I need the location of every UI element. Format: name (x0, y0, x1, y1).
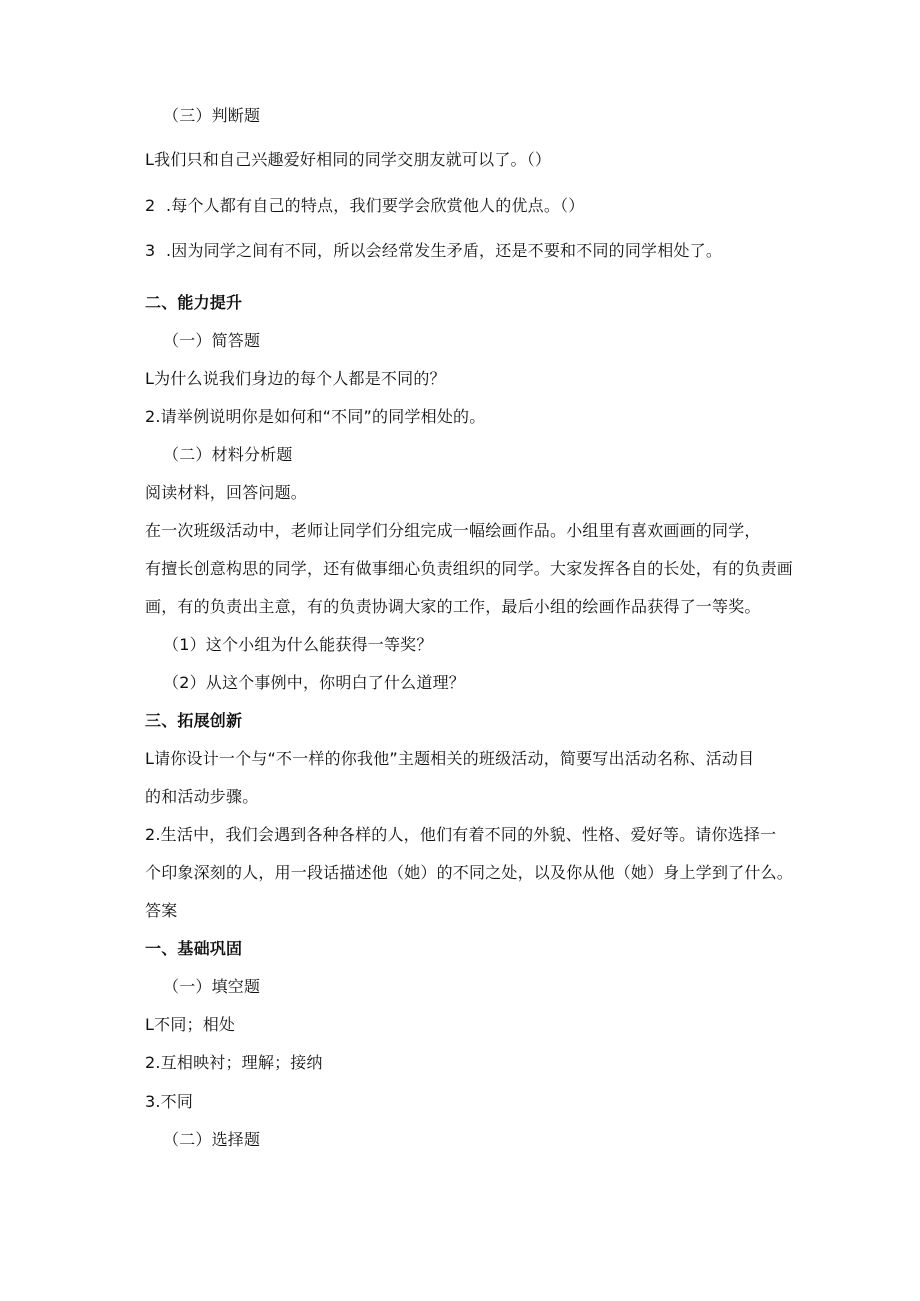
extension-question-2-line-2: 个印象深刻的人，用一段话描述他（她）的不同之处，以及你从他（她）身上学到了什么。 (145, 863, 794, 882)
short-answer-question-1: L为什么说我们身边的每个人都是不同的？ (145, 369, 446, 388)
extension-question-1-line-2: 的和活动步骤。 (145, 787, 259, 806)
section-title-fill-blank: （一）填空题 (163, 977, 261, 996)
answer-fill-blank-2: 2.互相映衬；理解；接纳 (145, 1053, 323, 1072)
heading-extension: 三、拓展创新 (145, 711, 243, 730)
section-title-short-answer: （一）简答题 (163, 331, 261, 350)
section-title-multiple-choice: （二）选择题 (163, 1130, 261, 1149)
material-paragraph-line-1: 在一次班级活动中，老师让同学们分组完成一幅绘画作品。小组里有喜欢画画的同学， (145, 521, 761, 540)
extension-question-2-line-1: 2.生活中，我们会遇到各种各样的人，他们有着不同的外貌、性格、爱好等。请你选择一 (145, 825, 777, 844)
judgment-question-3: 3 .因为同学之间有不同，所以会经常发生矛盾，还是不要和不同的同学相处了。 (145, 241, 723, 260)
material-paragraph-line-2: 有擅长创意构思的同学，还有做事细心负责组织的同学。大家发挥各自的长处，有的负责画 (145, 559, 794, 578)
answer-fill-blank-1: L不同；相处 (145, 1015, 236, 1034)
answer-heading: 答案 (145, 901, 178, 920)
judgment-question-1: L我们只和自己兴趣爱好相同的同学交朋友就可以了。（） (145, 150, 552, 169)
short-answer-question-2: 2.请举例说明你是如何和“不同”的同学相处的。 (145, 407, 486, 426)
section-title-material-analysis: （二）材料分析题 (163, 445, 293, 464)
extension-question-1-line-1: L请你设计一个与“不一样的你我他”主题相关的班级活动，简要写出活动名称、活动目 (145, 749, 755, 768)
heading-basic-consolidation: 一、基础巩固 (145, 939, 243, 958)
material-question-1: （1）这个小组为什么能获得一等奖？ (163, 635, 433, 654)
judgment-question-2: 2 .每个人都有自己的特点，我们要学会欣赏他人的优点。（） (145, 196, 585, 215)
answer-fill-blank-3: 3.不同 (145, 1092, 194, 1111)
material-instruction: 阅读材料，回答问题。 (145, 483, 308, 502)
material-paragraph-line-3: 画，有的负责出主意，有的负责协调大家的工作，最后小组的绘画作品获得了一等奖。 (145, 597, 761, 616)
material-question-2: （2）从这个事例中，你明白了什么道理？ (163, 673, 465, 692)
heading-ability-improvement: 二、能力提升 (145, 293, 243, 312)
section-title-judgment: （三）判断题 (163, 106, 261, 125)
